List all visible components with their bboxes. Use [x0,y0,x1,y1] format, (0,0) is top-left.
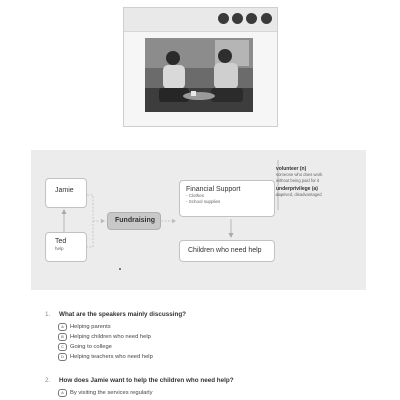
answer-option[interactable] [58,333,151,341]
play-icon[interactable] [232,13,243,24]
rewind-icon[interactable] [218,13,229,24]
option-text: Going to college [70,344,112,350]
option-text: Helping teachers who need help [70,354,153,360]
jamie-node-title: Jamie [55,187,74,194]
answer-option[interactable] [58,323,111,331]
vocab-term: underprivilege (a) [276,186,318,192]
ted-node [45,232,87,262]
financial-support-title: Financial Support [186,186,241,193]
answer-option[interactable] [58,343,112,351]
video-control-bar [124,8,277,32]
option-letter[interactable]: A [58,323,67,331]
question-text: What are the speakers mainly discussing? [59,311,187,318]
video-frame-photo [145,38,253,112]
vocab-definition-line: without being paid for it [276,177,320,183]
fundraising-node [107,212,161,230]
question-1 [45,311,186,318]
option-text: Helping parents [70,324,111,330]
ted-node-subtitle: help [55,246,64,251]
jamie-node [45,178,87,208]
ted-node-title: Ted [55,238,67,245]
vocab-definition-line: deprived, disadvantaged [276,192,322,197]
question-number: 1. [45,311,51,318]
question-number: 2. [45,377,51,384]
pause-icon[interactable] [246,13,257,24]
vocab-definition [276,192,356,198]
vocab-definition-line: someone who does work [276,172,323,177]
option-letter[interactable]: C [58,343,67,351]
vocab-definition [276,172,356,183]
financial-support-item: - School supplies [186,199,221,204]
forward-icon[interactable] [261,13,272,24]
financial-support-item: - Clothes [186,193,205,198]
children-node-title: Children who need help [188,247,262,254]
question-text: How does Jamie want to help the children who need help? [59,377,234,384]
option-letter[interactable]: A [58,389,67,397]
answer-option[interactable] [58,389,152,397]
answer-option[interactable] [58,353,153,361]
option-letter[interactable]: D [58,353,67,361]
fundraising-node-title: Fundraising [115,217,156,224]
children-node [179,240,275,262]
vocabulary-box [276,166,356,201]
option-text: Helping children who need help [70,334,151,340]
video-frame-illustration [145,38,253,112]
option-letter[interactable]: B [58,333,67,341]
question-2 [45,377,234,384]
financial-support-node [179,180,275,217]
decorative-dot [119,268,121,270]
video-player [123,7,278,127]
option-text: By visiting the services regularly [70,390,153,396]
vocab-term: volunteer (n) [276,166,307,172]
diagram-panel [31,150,366,290]
